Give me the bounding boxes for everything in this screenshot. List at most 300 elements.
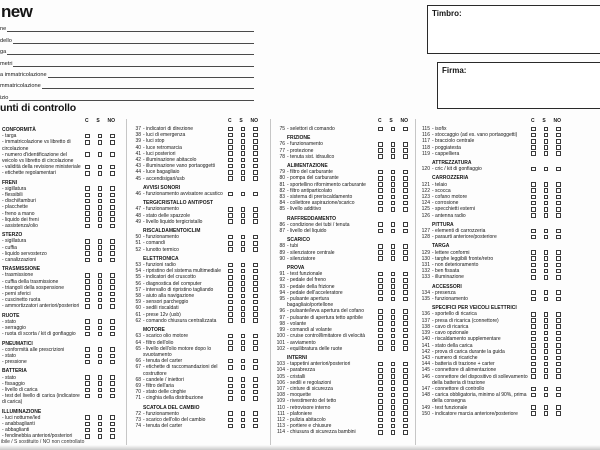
checkbox-no[interactable] [110, 193, 115, 198]
checkbox-s[interactable] [544, 145, 549, 150]
checkbox-c[interactable] [85, 273, 90, 278]
checkbox-c[interactable] [378, 315, 383, 320]
checkbox-c[interactable] [228, 127, 233, 132]
checkbox-no[interactable] [556, 312, 561, 317]
checkbox-no[interactable] [253, 306, 258, 311]
checkbox-c[interactable] [85, 239, 90, 244]
checkbox-no[interactable] [556, 167, 561, 172]
checkbox-c[interactable] [531, 411, 536, 416]
checkbox-s[interactable] [98, 279, 103, 284]
checkbox-s[interactable] [241, 263, 246, 268]
checkbox-s[interactable] [544, 362, 549, 367]
checkbox-s[interactable] [98, 134, 103, 139]
checkbox-s[interactable] [98, 285, 103, 290]
checkbox-s[interactable] [391, 399, 396, 404]
checkbox-no[interactable] [403, 334, 408, 339]
checkbox-no[interactable] [110, 251, 115, 256]
checkbox-s[interactable] [98, 140, 103, 145]
checkbox-s[interactable] [98, 273, 103, 278]
checkbox-no[interactable] [403, 321, 408, 326]
checkbox-no[interactable] [556, 229, 561, 234]
checkbox-c[interactable] [531, 356, 536, 361]
checkbox-no[interactable] [403, 284, 408, 289]
checkbox-no[interactable] [110, 224, 115, 229]
checkbox-s[interactable] [544, 312, 549, 317]
checkbox-c[interactable] [228, 139, 233, 144]
checkbox-c[interactable] [228, 247, 233, 252]
checkbox-s[interactable] [544, 269, 549, 274]
checkbox-s[interactable] [544, 343, 549, 348]
checkbox-s[interactable] [98, 381, 103, 386]
checkbox-c[interactable] [378, 393, 383, 398]
checkbox-s[interactable] [391, 405, 396, 410]
checkbox-s[interactable] [391, 222, 396, 227]
checkbox-c[interactable] [85, 415, 90, 420]
checkbox-no[interactable] [253, 287, 258, 292]
checkbox-no[interactable] [403, 399, 408, 404]
checkbox-c[interactable] [85, 205, 90, 210]
checkbox-no[interactable] [403, 222, 408, 227]
checkbox-c[interactable] [378, 380, 383, 385]
checkbox-s[interactable] [544, 405, 549, 410]
checkbox-no[interactable] [403, 188, 408, 193]
checkbox-no[interactable] [403, 250, 408, 255]
checkbox-s[interactable] [544, 188, 549, 193]
checkbox-c[interactable] [85, 134, 90, 139]
checkbox-no[interactable] [403, 393, 408, 398]
checkbox-c[interactable] [378, 362, 383, 367]
checkbox-s[interactable] [98, 211, 103, 216]
checkbox-s[interactable] [98, 224, 103, 229]
checkbox-c[interactable] [228, 269, 233, 274]
checkbox-s[interactable] [241, 287, 246, 292]
checkbox-s[interactable] [98, 193, 103, 198]
checkbox-s[interactable] [544, 207, 549, 212]
checkbox-no[interactable] [403, 170, 408, 175]
checkbox-no[interactable] [403, 297, 408, 302]
checkbox-c[interactable] [378, 176, 383, 181]
checkbox-s[interactable] [544, 324, 549, 329]
checkbox-c[interactable] [85, 347, 90, 352]
checkbox-s[interactable] [544, 213, 549, 218]
checkbox-no[interactable] [110, 140, 115, 145]
checkbox-c[interactable] [378, 148, 383, 153]
checkbox-s[interactable] [241, 275, 246, 280]
checkbox-c[interactable] [531, 343, 536, 348]
checkbox-s[interactable] [544, 250, 549, 255]
checkbox-s[interactable] [391, 148, 396, 153]
checkbox-no[interactable] [253, 377, 258, 382]
checkbox-s[interactable] [241, 318, 246, 323]
checkbox-s[interactable] [391, 272, 396, 277]
checkbox-no[interactable] [556, 368, 561, 373]
checkbox-no[interactable] [253, 384, 258, 389]
checkbox-no[interactable] [110, 422, 115, 427]
checkbox-c[interactable] [228, 377, 233, 382]
checkbox-s[interactable] [98, 171, 103, 176]
checkbox-c[interactable] [228, 340, 233, 345]
checkbox-no[interactable] [556, 290, 561, 295]
checkbox-s[interactable] [241, 207, 246, 212]
checkbox-c[interactable] [228, 263, 233, 268]
checkbox-c[interactable] [85, 354, 90, 359]
checkbox-s[interactable] [544, 290, 549, 295]
checkbox-s[interactable] [241, 192, 246, 197]
checkbox-s[interactable] [241, 346, 246, 351]
checkbox-c[interactable] [378, 272, 383, 277]
checkbox-no[interactable] [556, 127, 561, 132]
checkbox-c[interactable] [531, 387, 536, 392]
checkbox-c[interactable] [378, 154, 383, 159]
checkbox-c[interactable] [228, 334, 233, 339]
checkbox-s[interactable] [391, 250, 396, 255]
checkbox-s[interactable] [98, 205, 103, 210]
form-field-input-line[interactable] [9, 88, 254, 100]
checkbox-no[interactable] [253, 390, 258, 395]
checkbox-s[interactable] [544, 411, 549, 416]
checkbox-c[interactable] [378, 430, 383, 435]
checkbox-no[interactable] [403, 346, 408, 351]
checkbox-s[interactable] [391, 393, 396, 398]
checkbox-c[interactable] [85, 381, 90, 386]
checkbox-s[interactable] [544, 263, 549, 268]
checkbox-c[interactable] [378, 278, 383, 283]
checkbox-s[interactable] [241, 133, 246, 138]
checkbox-s[interactable] [391, 154, 396, 159]
checkbox-no[interactable] [403, 411, 408, 416]
checkbox-c[interactable] [85, 292, 90, 297]
checkbox-c[interactable] [228, 346, 233, 351]
checkbox-c[interactable] [85, 165, 90, 170]
checkbox-no[interactable] [253, 359, 258, 364]
checkbox-s[interactable] [98, 332, 103, 337]
checkbox-c[interactable] [378, 387, 383, 392]
checkbox-no[interactable] [110, 199, 115, 204]
checkbox-no[interactable] [556, 250, 561, 255]
checkbox-c[interactable] [85, 211, 90, 216]
checkbox-c[interactable] [531, 151, 536, 156]
checkbox-no[interactable] [253, 346, 258, 351]
checkbox-no[interactable] [253, 247, 258, 252]
checkbox-c[interactable] [531, 127, 536, 132]
checkbox-no[interactable] [403, 362, 408, 367]
checkbox-c[interactable] [85, 298, 90, 303]
checkbox-c[interactable] [228, 418, 233, 423]
checkbox-no[interactable] [110, 211, 115, 216]
checkbox-no[interactable] [253, 176, 258, 181]
checkbox-no[interactable] [403, 176, 408, 181]
checkbox-c[interactable] [228, 281, 233, 286]
checkbox-s[interactable] [241, 294, 246, 299]
checkbox-c[interactable] [228, 213, 233, 218]
checkbox-s[interactable] [544, 393, 549, 398]
checkbox-s[interactable] [98, 152, 103, 157]
checkbox-s[interactable] [241, 306, 246, 311]
checkbox-no[interactable] [403, 229, 408, 234]
checkbox-s[interactable] [98, 304, 103, 309]
checkbox-no[interactable] [110, 245, 115, 250]
checkbox-s[interactable] [391, 340, 396, 345]
checkbox-no[interactable] [253, 151, 258, 156]
checkbox-s[interactable] [391, 170, 396, 175]
checkbox-no[interactable] [403, 244, 408, 249]
checkbox-c[interactable] [228, 359, 233, 364]
checkbox-no[interactable] [403, 309, 408, 314]
checkbox-c[interactable] [378, 207, 383, 212]
checkbox-no[interactable] [556, 297, 561, 302]
checkbox-no[interactable] [403, 290, 408, 295]
checkbox-s[interactable] [241, 145, 246, 150]
checkbox-c[interactable] [85, 251, 90, 256]
checkbox-no[interactable] [110, 186, 115, 191]
checkbox-no[interactable] [403, 405, 408, 410]
checkbox-s[interactable] [544, 229, 549, 234]
checkbox-s[interactable] [241, 158, 246, 163]
checkbox-no[interactable] [110, 304, 115, 309]
checkbox-no[interactable] [403, 340, 408, 345]
checkbox-no[interactable] [403, 315, 408, 320]
checkbox-s[interactable] [241, 176, 246, 181]
checkbox-s[interactable] [98, 239, 103, 244]
checkbox-c[interactable] [531, 256, 536, 261]
checkbox-s[interactable] [391, 284, 396, 289]
checkbox-c[interactable] [378, 182, 383, 187]
checkbox-s[interactable] [544, 201, 549, 206]
checkbox-c[interactable] [228, 207, 233, 212]
checkbox-s[interactable] [241, 396, 246, 401]
checkbox-c[interactable] [531, 195, 536, 200]
checkbox-c[interactable] [85, 360, 90, 365]
checkbox-c[interactable] [378, 334, 383, 339]
checkbox-no[interactable] [556, 133, 561, 138]
checkbox-c[interactable] [228, 170, 233, 175]
checkbox-s[interactable] [98, 428, 103, 433]
checkbox-c[interactable] [378, 297, 383, 302]
checkbox-no[interactable] [253, 213, 258, 218]
checkbox-c[interactable] [378, 399, 383, 404]
checkbox-c[interactable] [85, 140, 90, 145]
checkbox-s[interactable] [241, 151, 246, 156]
checkbox-c[interactable] [531, 269, 536, 274]
checkbox-s[interactable] [98, 415, 103, 420]
checkbox-s[interactable] [98, 354, 103, 359]
checkbox-s[interactable] [241, 235, 246, 240]
checkbox-no[interactable] [253, 164, 258, 169]
checkbox-s[interactable] [98, 258, 103, 263]
checkbox-no[interactable] [253, 263, 258, 268]
checkbox-no[interactable] [253, 170, 258, 175]
checkbox-c[interactable] [378, 309, 383, 314]
checkbox-s[interactable] [241, 127, 246, 132]
checkbox-s[interactable] [391, 207, 396, 212]
checkbox-s[interactable] [391, 418, 396, 423]
checkbox-s[interactable] [391, 380, 396, 385]
checkbox-no[interactable] [110, 388, 115, 393]
checkbox-s[interactable] [391, 127, 396, 132]
checkbox-s[interactable] [391, 328, 396, 333]
checkbox-s[interactable] [391, 229, 396, 234]
checkbox-no[interactable] [403, 430, 408, 435]
checkbox-no[interactable] [556, 263, 561, 268]
checkbox-s[interactable] [391, 201, 396, 206]
checkbox-no[interactable] [110, 171, 115, 176]
checkbox-c[interactable] [378, 290, 383, 295]
checkbox-c[interactable] [85, 304, 90, 309]
checkbox-no[interactable] [110, 415, 115, 420]
checkbox-no[interactable] [253, 127, 258, 132]
checkbox-no[interactable] [253, 418, 258, 423]
checkbox-no[interactable] [110, 319, 115, 324]
checkbox-no[interactable] [110, 332, 115, 337]
checkbox-c[interactable] [378, 284, 383, 289]
checkbox-no[interactable] [253, 318, 258, 323]
checkbox-s[interactable] [544, 374, 549, 379]
checkbox-no[interactable] [556, 182, 561, 187]
checkbox-no[interactable] [556, 201, 561, 206]
checkbox-c[interactable] [85, 388, 90, 393]
checkbox-s[interactable] [241, 164, 246, 169]
checkbox-c[interactable] [228, 133, 233, 138]
checkbox-s[interactable] [241, 300, 246, 305]
checkbox-no[interactable] [253, 281, 258, 286]
checkbox-s[interactable] [98, 375, 103, 380]
checkbox-s[interactable] [391, 362, 396, 367]
checkbox-no[interactable] [110, 354, 115, 359]
checkbox-c[interactable] [531, 331, 536, 336]
checkbox-no[interactable] [253, 424, 258, 429]
checkbox-no[interactable] [253, 300, 258, 305]
checkbox-c[interactable] [531, 393, 536, 398]
checkbox-no[interactable] [556, 324, 561, 329]
checkbox-s[interactable] [391, 309, 396, 314]
checkbox-no[interactable] [403, 207, 408, 212]
checkbox-c[interactable] [531, 145, 536, 150]
checkbox-c[interactable] [85, 199, 90, 204]
checkbox-s[interactable] [98, 319, 103, 324]
checkbox-s[interactable] [241, 312, 246, 317]
checkbox-s[interactable] [241, 390, 246, 395]
checkbox-c[interactable] [531, 167, 536, 172]
checkbox-c[interactable] [228, 390, 233, 395]
checkbox-no[interactable] [110, 205, 115, 210]
checkbox-s[interactable] [391, 142, 396, 147]
checkbox-no[interactable] [110, 239, 115, 244]
checkbox-no[interactable] [403, 418, 408, 423]
checkbox-c[interactable] [378, 256, 383, 261]
checkbox-s[interactable] [391, 195, 396, 200]
checkbox-c[interactable] [531, 213, 536, 218]
checkbox-no[interactable] [403, 154, 408, 159]
checkbox-c[interactable] [85, 245, 90, 250]
checkbox-no[interactable] [110, 326, 115, 331]
checkbox-c[interactable] [228, 151, 233, 156]
checkbox-no[interactable] [556, 331, 561, 336]
checkbox-no[interactable] [253, 241, 258, 246]
checkbox-c[interactable] [85, 217, 90, 222]
checkbox-c[interactable] [228, 312, 233, 317]
checkbox-no[interactable] [556, 269, 561, 274]
checkbox-c[interactable] [531, 349, 536, 354]
checkbox-s[interactable] [391, 256, 396, 261]
checkbox-no[interactable] [110, 381, 115, 386]
checkbox-s[interactable] [241, 418, 246, 423]
checkbox-no[interactable] [253, 396, 258, 401]
checkbox-c[interactable] [378, 188, 383, 193]
checkbox-s[interactable] [241, 170, 246, 175]
checkbox-s[interactable] [98, 292, 103, 297]
checkbox-s[interactable] [98, 347, 103, 352]
checkbox-s[interactable] [544, 256, 549, 261]
checkbox-no[interactable] [253, 133, 258, 138]
checkbox-no[interactable] [110, 298, 115, 303]
checkbox-c[interactable] [531, 337, 536, 342]
checkbox-no[interactable] [253, 334, 258, 339]
checkbox-s[interactable] [391, 278, 396, 283]
checkbox-c[interactable] [85, 279, 90, 284]
checkbox-s[interactable] [98, 217, 103, 222]
checkbox-s[interactable] [391, 374, 396, 379]
checkbox-no[interactable] [556, 195, 561, 200]
checkbox-c[interactable] [378, 229, 383, 234]
checkbox-c[interactable] [531, 324, 536, 329]
checkbox-no[interactable] [110, 347, 115, 352]
checkbox-c[interactable] [228, 192, 233, 197]
checkbox-c[interactable] [228, 424, 233, 429]
checkbox-no[interactable] [253, 340, 258, 345]
checkbox-c[interactable] [531, 133, 536, 138]
checkbox-c[interactable] [531, 290, 536, 295]
checkbox-no[interactable] [110, 258, 115, 263]
checkbox-c[interactable] [531, 201, 536, 206]
checkbox-s[interactable] [241, 384, 246, 389]
checkbox-s[interactable] [391, 430, 396, 435]
checkbox-no[interactable] [403, 195, 408, 200]
checkbox-c[interactable] [531, 374, 536, 379]
checkbox-c[interactable] [531, 368, 536, 373]
checkbox-s[interactable] [241, 281, 246, 286]
checkbox-s[interactable] [544, 387, 549, 392]
checkbox-s[interactable] [544, 368, 549, 373]
checkbox-no[interactable] [253, 269, 258, 274]
checkbox-c[interactable] [378, 321, 383, 326]
checkbox-no[interactable] [253, 365, 258, 370]
checkbox-no[interactable] [556, 145, 561, 150]
checkbox-s[interactable] [98, 199, 103, 204]
checkbox-c[interactable] [531, 188, 536, 193]
checkbox-c[interactable] [85, 193, 90, 198]
checkbox-c[interactable] [378, 195, 383, 200]
checkbox-s[interactable] [544, 318, 549, 323]
checkbox-s[interactable] [544, 356, 549, 361]
checkbox-s[interactable] [544, 275, 549, 280]
checkbox-c[interactable] [378, 411, 383, 416]
checkbox-s[interactable] [391, 368, 396, 373]
checkbox-c[interactable] [228, 219, 233, 224]
checkbox-c[interactable] [228, 411, 233, 416]
checkbox-no[interactable] [403, 380, 408, 385]
checkbox-no[interactable] [110, 394, 115, 399]
checkbox-s[interactable] [391, 334, 396, 339]
checkbox-no[interactable] [110, 375, 115, 380]
checkbox-s[interactable] [241, 213, 246, 218]
checkbox-no[interactable] [556, 337, 561, 342]
checkbox-no[interactable] [110, 134, 115, 139]
checkbox-s[interactable] [391, 346, 396, 351]
checkbox-s[interactable] [391, 182, 396, 187]
checkbox-c[interactable] [378, 222, 383, 227]
checkbox-c[interactable] [228, 164, 233, 169]
checkbox-no[interactable] [110, 434, 115, 439]
